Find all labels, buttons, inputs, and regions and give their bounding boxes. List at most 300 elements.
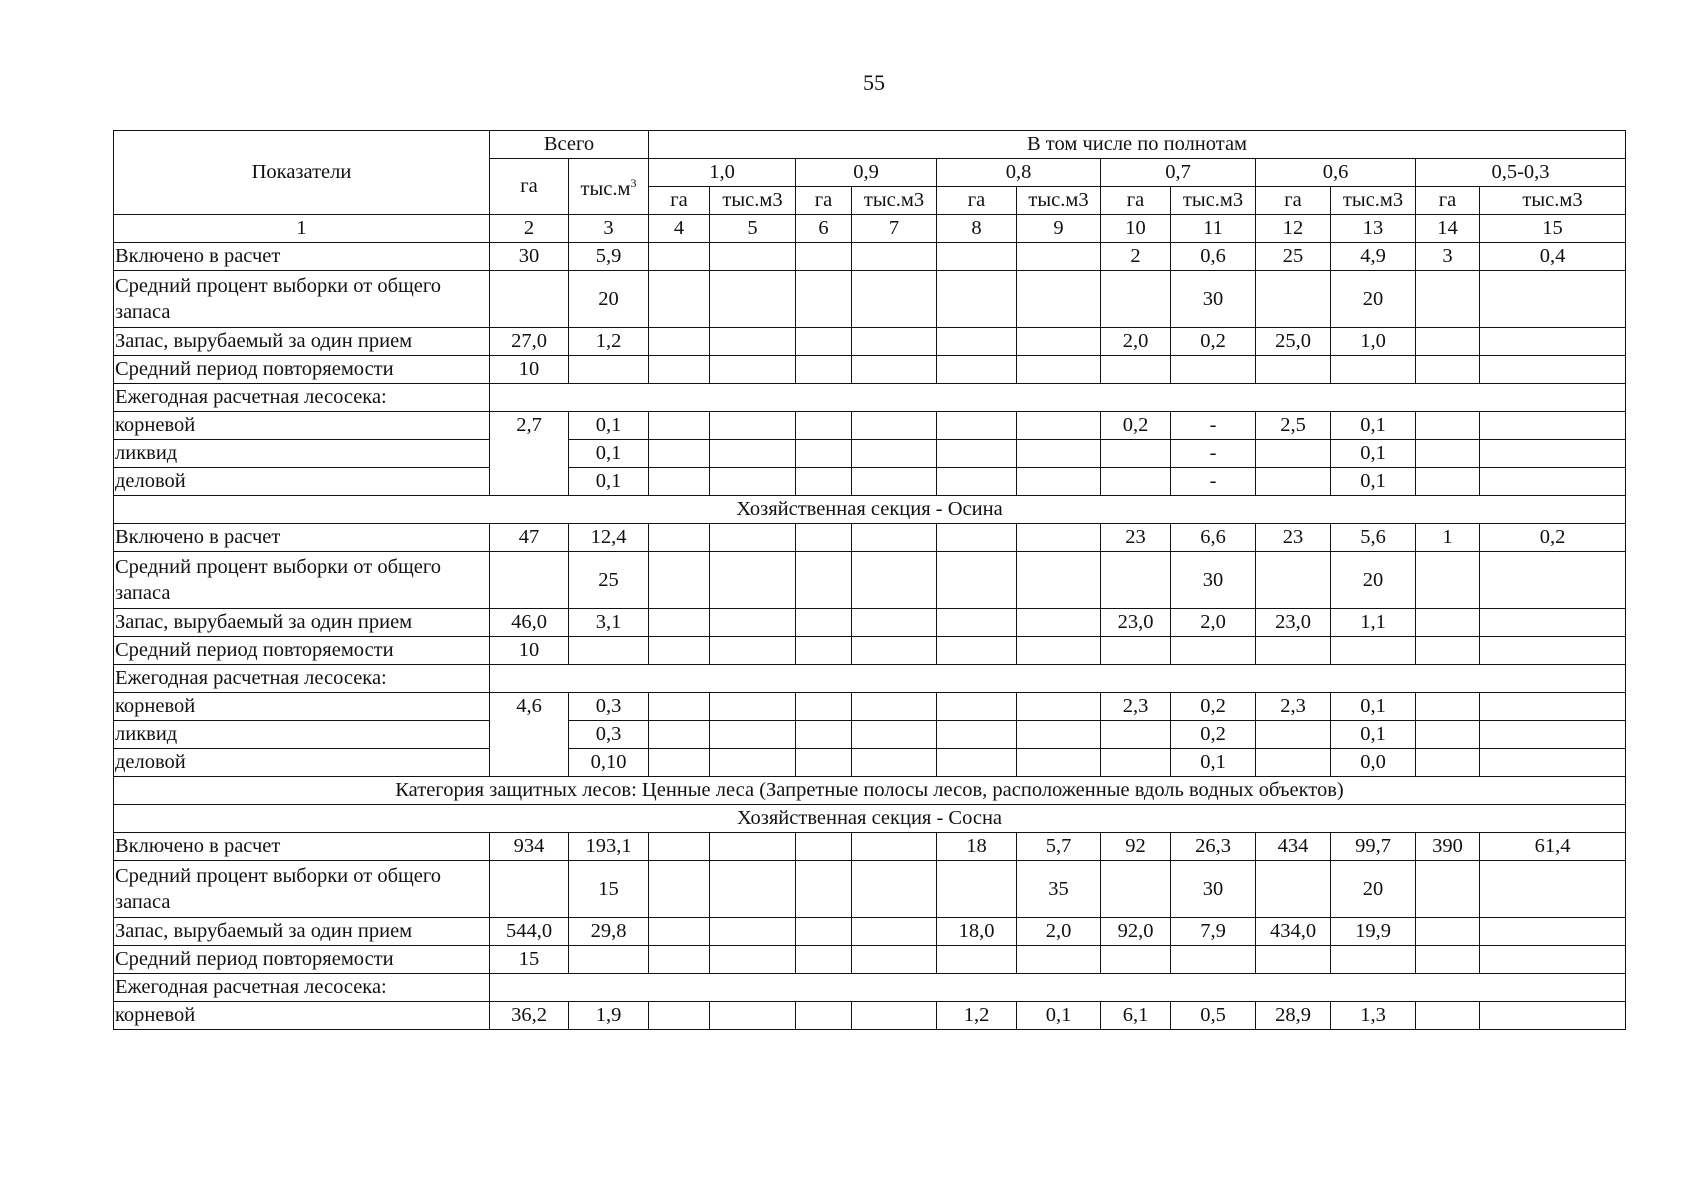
header-unit-m3: тыс.м3 xyxy=(710,187,796,215)
data-cell: 20 xyxy=(1331,271,1416,328)
data-cell xyxy=(1416,637,1480,665)
data-cell xyxy=(649,440,710,468)
data-cell xyxy=(1017,271,1101,328)
data-cell: 4,6 xyxy=(490,693,569,777)
data-cell: 28,9 xyxy=(1256,1002,1331,1030)
data-cell: 1,9 xyxy=(569,1002,649,1030)
data-cell xyxy=(710,243,796,271)
data-cell: 0,5 xyxy=(1171,1002,1256,1030)
data-cell: 23 xyxy=(1101,524,1171,552)
row-label: ликвид xyxy=(114,721,490,749)
data-cell: 25 xyxy=(1256,243,1331,271)
data-cell xyxy=(852,861,937,918)
data-cell: 390 xyxy=(1416,833,1480,861)
table-row xyxy=(114,749,1626,777)
data-cell: 2,0 xyxy=(1171,609,1256,637)
data-cell xyxy=(1331,356,1416,384)
data-cell xyxy=(1416,552,1480,609)
row-label: Средний процент выборки от общего запаса xyxy=(114,861,490,918)
header-unit-m3: тыс.м3 xyxy=(1171,187,1256,215)
header-col-number: 12 xyxy=(1256,215,1331,243)
header-col-number: 2 xyxy=(490,215,569,243)
data-cell: 12,4 xyxy=(569,524,649,552)
header-col-number: 15 xyxy=(1480,215,1626,243)
data-cell xyxy=(649,524,710,552)
header-total-ha: га xyxy=(490,159,569,215)
data-cell xyxy=(852,749,937,777)
data-cell: 0,1 xyxy=(1331,468,1416,496)
data-cell xyxy=(1101,356,1171,384)
data-cell xyxy=(710,1002,796,1030)
row-label: Средний процент выборки от общего запаса xyxy=(114,271,490,328)
data-cell: 25 xyxy=(569,552,649,609)
data-cell xyxy=(1480,637,1626,665)
header-unit-ha: га xyxy=(1416,187,1480,215)
data-cell: 0,2 xyxy=(1171,693,1256,721)
data-cell xyxy=(710,693,796,721)
header-unit-m3: тыс.м3 xyxy=(852,187,937,215)
table-row xyxy=(114,861,1626,918)
data-cell xyxy=(649,749,710,777)
data-cell xyxy=(796,243,852,271)
data-cell: - xyxy=(1171,412,1256,440)
row-label: Ежегодная расчетная лесосека: xyxy=(114,974,490,1002)
header-col-number: 11 xyxy=(1171,215,1256,243)
data-cell: 6,1 xyxy=(1101,1002,1171,1030)
data-cell xyxy=(490,271,569,328)
data-cell xyxy=(852,918,937,946)
header-density-6: 0,5-0,3 xyxy=(1416,159,1626,187)
data-cell xyxy=(852,412,937,440)
header-col-number: 4 xyxy=(649,215,710,243)
data-cell xyxy=(937,552,1017,609)
data-cell: 30 xyxy=(1171,552,1256,609)
data-cell: 5,6 xyxy=(1331,524,1416,552)
page-number: 55 xyxy=(863,70,885,95)
table-row xyxy=(114,833,1626,861)
data-cell xyxy=(937,243,1017,271)
header-unit-m3: тыс.м3 xyxy=(1017,187,1101,215)
data-cell: 3,1 xyxy=(569,609,649,637)
data-cell xyxy=(710,356,796,384)
data-cell xyxy=(1101,637,1171,665)
data-cell xyxy=(1480,1002,1626,1030)
header-col-number: 1 xyxy=(114,215,490,243)
data-cell xyxy=(1256,721,1331,749)
data-cell: 92 xyxy=(1101,833,1171,861)
header-unit-ha: га xyxy=(1101,187,1171,215)
data-cell: 1,1 xyxy=(1331,609,1416,637)
data-cell: 2,5 xyxy=(1256,412,1331,440)
data-cell xyxy=(1416,468,1480,496)
data-cell xyxy=(710,552,796,609)
header-density-1: 1,0 xyxy=(649,159,796,187)
data-cell: 47 xyxy=(490,524,569,552)
data-cell xyxy=(1017,946,1101,974)
data-cell: 1,2 xyxy=(937,1002,1017,1030)
data-cell: 15 xyxy=(490,946,569,974)
header-unit-ha: га xyxy=(1256,187,1331,215)
data-cell xyxy=(710,918,796,946)
data-cell xyxy=(796,693,852,721)
data-cell: 1 xyxy=(1416,524,1480,552)
data-cell xyxy=(710,721,796,749)
data-cell: 0,1 xyxy=(1331,721,1416,749)
data-cell: 0,4 xyxy=(1480,243,1626,271)
data-cell: 434,0 xyxy=(1256,918,1331,946)
data-cell: 7,9 xyxy=(1171,918,1256,946)
data-cell xyxy=(937,412,1017,440)
data-cell xyxy=(1331,637,1416,665)
data-cell xyxy=(1256,271,1331,328)
data-cell xyxy=(796,328,852,356)
row-label: Запас, вырубаемый за один прием xyxy=(114,609,490,637)
data-cell xyxy=(649,861,710,918)
table-row xyxy=(114,609,1626,637)
data-cell: 15 xyxy=(569,861,649,918)
data-cell xyxy=(796,946,852,974)
data-cell xyxy=(649,328,710,356)
data-cell xyxy=(1171,946,1256,974)
data-cell: 35 xyxy=(1017,861,1101,918)
data-cell xyxy=(852,833,937,861)
data-cell xyxy=(1017,721,1101,749)
header-column-numbers-row xyxy=(114,215,1626,243)
data-cell xyxy=(796,468,852,496)
table-row xyxy=(114,974,1626,1002)
data-cell xyxy=(1101,440,1171,468)
data-cell: 2,3 xyxy=(1101,693,1171,721)
data-cell xyxy=(649,918,710,946)
data-cell xyxy=(852,468,937,496)
data-cell xyxy=(1171,637,1256,665)
data-cell xyxy=(1416,918,1480,946)
data-cell xyxy=(796,271,852,328)
data-cell: 0,2 xyxy=(1101,412,1171,440)
data-cell xyxy=(1416,749,1480,777)
data-cell xyxy=(710,468,796,496)
data-cell xyxy=(710,749,796,777)
data-cell: 20 xyxy=(1331,861,1416,918)
section-row xyxy=(114,496,1626,524)
data-cell: 23,0 xyxy=(1256,609,1331,637)
header-col-number: 3 xyxy=(569,215,649,243)
data-cell: 5,7 xyxy=(1017,833,1101,861)
data-cell xyxy=(490,665,1626,693)
data-cell xyxy=(1416,271,1480,328)
data-cell xyxy=(710,833,796,861)
data-cell xyxy=(852,243,937,271)
data-cell xyxy=(796,1002,852,1030)
data-cell xyxy=(710,946,796,974)
data-cell: 1,0 xyxy=(1331,328,1416,356)
header-col-number: 7 xyxy=(852,215,937,243)
data-cell: 434 xyxy=(1256,833,1331,861)
header-density-4: 0,7 xyxy=(1101,159,1256,187)
header-density-5: 0,6 xyxy=(1256,159,1416,187)
data-cell xyxy=(649,243,710,271)
data-cell xyxy=(710,861,796,918)
data-cell xyxy=(1017,749,1101,777)
data-cell: 0,2 xyxy=(1171,328,1256,356)
header-col-number: 14 xyxy=(1416,215,1480,243)
data-cell: 30 xyxy=(1171,271,1256,328)
header-col-number: 6 xyxy=(796,215,852,243)
data-cell: 20 xyxy=(569,271,649,328)
data-cell: 10 xyxy=(490,637,569,665)
header-total: Всего xyxy=(490,131,649,159)
data-cell xyxy=(1480,552,1626,609)
data-cell xyxy=(937,524,1017,552)
header-unit-m3: тыс.м3 xyxy=(1331,187,1416,215)
row-label: Ежегодная расчетная лесосека: xyxy=(114,384,490,412)
data-cell: 25,0 xyxy=(1256,328,1331,356)
data-cell: 4,9 xyxy=(1331,243,1416,271)
data-cell xyxy=(937,749,1017,777)
data-cell: 0,1 xyxy=(569,468,649,496)
data-cell: 0,1 xyxy=(1331,440,1416,468)
data-cell: 544,0 xyxy=(490,918,569,946)
data-cell: 10 xyxy=(490,356,569,384)
data-cell xyxy=(852,524,937,552)
table-row xyxy=(114,412,1626,440)
data-cell xyxy=(710,412,796,440)
data-cell xyxy=(649,609,710,637)
data-cell xyxy=(1416,440,1480,468)
data-cell xyxy=(1416,861,1480,918)
data-cell xyxy=(1101,468,1171,496)
data-cell xyxy=(1480,356,1626,384)
section-title: Хозяйственная секция - Сосна xyxy=(114,805,1626,833)
data-cell xyxy=(1416,609,1480,637)
table-row xyxy=(114,384,1626,412)
data-cell xyxy=(852,552,937,609)
data-cell xyxy=(1256,637,1331,665)
header-col-number: 10 xyxy=(1101,215,1171,243)
header-unit-ha: га xyxy=(796,187,852,215)
data-cell xyxy=(852,271,937,328)
data-cell xyxy=(1017,356,1101,384)
data-cell: 2,3 xyxy=(1256,693,1331,721)
data-cell xyxy=(937,440,1017,468)
header-indicators: Показатели xyxy=(114,131,490,215)
data-cell xyxy=(649,552,710,609)
table-row xyxy=(114,721,1626,749)
data-cell: 2,7 xyxy=(490,412,569,496)
section-title: Категория защитных лесов: Ценные леса (Запретные полосы лесов, расположенные вдоль водных объектов) xyxy=(114,777,1626,805)
data-cell xyxy=(1017,609,1101,637)
section-row xyxy=(114,777,1626,805)
data-cell xyxy=(1416,1002,1480,1030)
data-cell xyxy=(1480,749,1626,777)
data-cell: 30 xyxy=(490,243,569,271)
data-cell xyxy=(937,271,1017,328)
data-cell: 934 xyxy=(490,833,569,861)
data-cell xyxy=(569,637,649,665)
row-label: корневой xyxy=(114,1002,490,1030)
data-cell: 6,6 xyxy=(1171,524,1256,552)
data-cell: - xyxy=(1171,440,1256,468)
data-cell: 0,1 xyxy=(1171,749,1256,777)
data-cell xyxy=(937,356,1017,384)
data-cell xyxy=(1480,609,1626,637)
data-cell xyxy=(1416,693,1480,721)
data-cell xyxy=(1017,468,1101,496)
data-cell: 0,10 xyxy=(569,749,649,777)
data-cell xyxy=(937,693,1017,721)
header-unit-ha: га xyxy=(937,187,1017,215)
data-cell xyxy=(490,384,1626,412)
data-cell: 2,0 xyxy=(1101,328,1171,356)
data-cell xyxy=(710,609,796,637)
data-cell: 0,2 xyxy=(1171,721,1256,749)
data-cell xyxy=(1480,271,1626,328)
data-cell xyxy=(796,552,852,609)
data-cell xyxy=(1480,328,1626,356)
data-cell xyxy=(796,412,852,440)
data-cell xyxy=(1480,412,1626,440)
data-cell xyxy=(1017,440,1101,468)
data-cell xyxy=(796,861,852,918)
data-cell: 61,4 xyxy=(1480,833,1626,861)
data-cell: 0,1 xyxy=(569,412,649,440)
data-cell: 0,1 xyxy=(1017,1002,1101,1030)
data-cell: 99,7 xyxy=(1331,833,1416,861)
data-cell xyxy=(649,721,710,749)
data-cell xyxy=(1331,946,1416,974)
data-cell: 18 xyxy=(937,833,1017,861)
data-cell: 1,2 xyxy=(569,328,649,356)
data-cell: 1,3 xyxy=(1331,1002,1416,1030)
data-cell xyxy=(569,946,649,974)
data-cell xyxy=(1017,412,1101,440)
header-total-m3: $тыс.м^3$ xyxy=(569,159,649,215)
header-col-number: 8 xyxy=(937,215,1017,243)
table-row xyxy=(114,552,1626,609)
table-row xyxy=(114,665,1626,693)
data-cell xyxy=(649,946,710,974)
row-label: деловой xyxy=(114,468,490,496)
forest-cut-table-container xyxy=(113,130,1626,1030)
table-row xyxy=(114,328,1626,356)
data-cell: 18,0 xyxy=(937,918,1017,946)
header-col-number: 5 xyxy=(710,215,796,243)
row-label: корневой xyxy=(114,693,490,721)
row-label: Включено в расчет xyxy=(114,524,490,552)
data-cell xyxy=(1101,946,1171,974)
data-cell xyxy=(1480,468,1626,496)
data-cell: 3 xyxy=(1416,243,1480,271)
data-cell: 26,3 xyxy=(1171,833,1256,861)
data-cell xyxy=(852,946,937,974)
table-row xyxy=(114,440,1626,468)
data-cell: 19,9 xyxy=(1331,918,1416,946)
data-cell xyxy=(796,609,852,637)
row-label: Средний процент выборки от общего запаса xyxy=(114,552,490,609)
data-cell xyxy=(569,356,649,384)
row-label: ликвид xyxy=(114,440,490,468)
data-cell xyxy=(937,637,1017,665)
data-cell xyxy=(1480,918,1626,946)
data-cell xyxy=(1256,946,1331,974)
table-row xyxy=(114,468,1626,496)
data-cell xyxy=(1101,749,1171,777)
header-by-density: В том числе по полнотам xyxy=(649,131,1626,159)
data-cell xyxy=(937,946,1017,974)
data-cell xyxy=(490,552,569,609)
data-cell xyxy=(1416,946,1480,974)
data-cell xyxy=(649,637,710,665)
data-cell: 0,0 xyxy=(1331,749,1416,777)
section-title: Хозяйственная секция - Осина xyxy=(114,496,1626,524)
forest-cut-table xyxy=(113,130,1626,1030)
data-cell xyxy=(1101,861,1171,918)
data-cell: 23 xyxy=(1256,524,1331,552)
row-label: Ежегодная расчетная лесосека: xyxy=(114,665,490,693)
data-cell xyxy=(1256,749,1331,777)
data-cell xyxy=(937,328,1017,356)
data-cell xyxy=(710,440,796,468)
data-cell xyxy=(937,861,1017,918)
data-cell xyxy=(1416,356,1480,384)
table-row xyxy=(114,918,1626,946)
data-cell xyxy=(649,833,710,861)
data-cell xyxy=(1480,721,1626,749)
data-cell xyxy=(649,1002,710,1030)
data-cell xyxy=(649,412,710,440)
header-density-3: 0,8 xyxy=(937,159,1101,187)
data-cell xyxy=(1256,552,1331,609)
table-body xyxy=(114,131,1626,1030)
row-label: Включено в расчет xyxy=(114,833,490,861)
data-cell xyxy=(1017,693,1101,721)
data-cell xyxy=(1416,328,1480,356)
data-cell xyxy=(1256,356,1331,384)
row-label: Средний период повторяемости xyxy=(114,946,490,974)
data-cell: 36,2 xyxy=(490,1002,569,1030)
data-cell: 27,0 xyxy=(490,328,569,356)
data-cell xyxy=(852,356,937,384)
data-cell xyxy=(796,833,852,861)
data-cell: 29,8 xyxy=(569,918,649,946)
data-cell xyxy=(796,524,852,552)
table-row xyxy=(114,693,1626,721)
data-cell: 0,3 xyxy=(569,721,649,749)
table-row xyxy=(114,1002,1626,1030)
table-row xyxy=(114,637,1626,665)
data-cell xyxy=(852,637,937,665)
data-cell: 0,1 xyxy=(1331,412,1416,440)
data-cell: 20 xyxy=(1331,552,1416,609)
data-cell xyxy=(649,271,710,328)
table-row xyxy=(114,356,1626,384)
row-label: Включено в расчет xyxy=(114,243,490,271)
data-cell xyxy=(1480,861,1626,918)
data-cell xyxy=(852,328,937,356)
data-cell xyxy=(1416,412,1480,440)
data-cell xyxy=(1101,552,1171,609)
data-cell xyxy=(1101,721,1171,749)
data-cell xyxy=(937,609,1017,637)
data-cell: 0,1 xyxy=(1331,693,1416,721)
data-cell xyxy=(796,356,852,384)
data-cell xyxy=(937,468,1017,496)
data-cell xyxy=(649,468,710,496)
data-cell xyxy=(1480,440,1626,468)
table-row xyxy=(114,524,1626,552)
data-cell xyxy=(1017,524,1101,552)
data-cell: 0,2 xyxy=(1480,524,1626,552)
